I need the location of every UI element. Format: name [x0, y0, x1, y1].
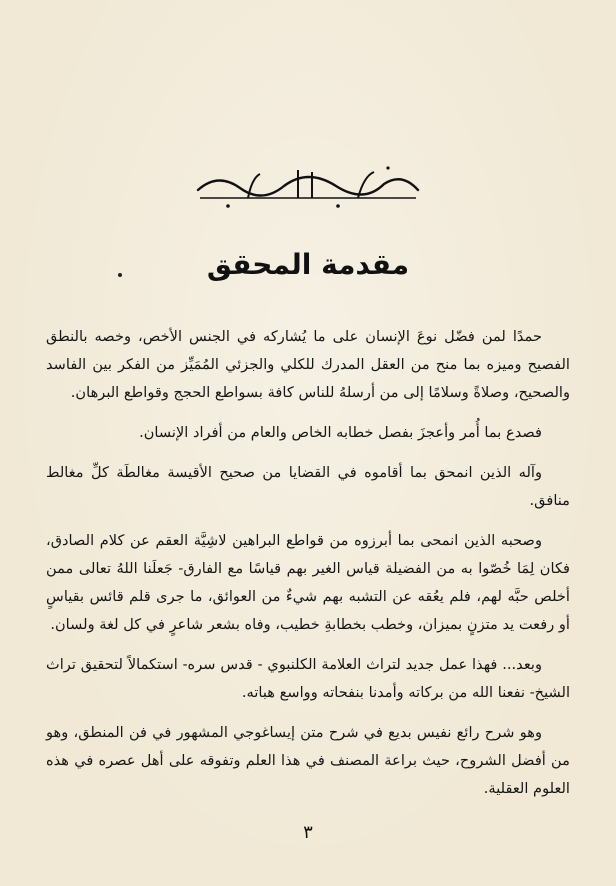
stray-dot-mark: [118, 273, 122, 277]
body-text: [46, 323, 570, 815]
paragraph-4: وصحبه الذين انمحى بما أبرزوه من قواطع البراهين لاشِيَّة العقم عن كلام الصادق، فكان لِمَا خُصّوا به من الفضيلة قياس الغير بهم قياسًا مع الفارق- جَعلَنا اللهُ تعالى ممن أخلص حبَّه لهم، فلم يعُقه عن التشبه بهم شيءٌ من العوائق، ما جرى قلم قائس بقياسٍ أو رفعت يد متزنٍ بميزان، وخطب بخطابةِ خطيب، وفاه بشعر شاعرٍ في كل لغة ولسان.: [46, 532, 570, 633]
page-title: مقدمة المحقق: [206, 248, 410, 281]
basmala-ornament: [188, 160, 428, 212]
paragraph-1: حمدًا لمن فضّل نوعَ الإنسان على ما يُشاركه في الجنس الأخص، وخصه بالنطق الفصيح وميزه بما منح من العقل المدرك للكلي والجزئي المُمَيِّز من الفكر بين الفاسد والصحيح، وصلاةً وسلامًا إلى من أرسلهُ للناس كافة بسواطع الحجج وقواطع البرهان.: [46, 328, 570, 401]
paragraph-3: وآله الذين انمحق بما أقاموه في القضايا من صحيح الأقيسة مغالطَة كلِّ مغالط منافق.: [46, 464, 570, 509]
paragraph-6: وهو شرح رائع نفيس بديع في شرح متن إيساغوجي المشهور في فن المنطق، وهو من أفضل الشروح، حيث براعة المصنف في هذا العلم وتفوقه على أهل عصره في هذه العلوم العقلية.: [46, 724, 570, 797]
paragraph-5: وبعد... فهذا عمل جديد لتراث العلامة الكلنبوي - قدس سره- استكمالاً لتحقيق تراث الشيخ- نفعنا الله من بركاته وأمدنا بنفحاته وواسع هباته.: [46, 656, 570, 701]
basmala-calligraphy: [0, 160, 616, 212]
paragraph-2: فصدع بما أُمر وأعجزَ بفصل خطابه الخاص والعام من أفراد الإنسان.: [139, 424, 542, 441]
page-number: ٣: [303, 822, 313, 843]
